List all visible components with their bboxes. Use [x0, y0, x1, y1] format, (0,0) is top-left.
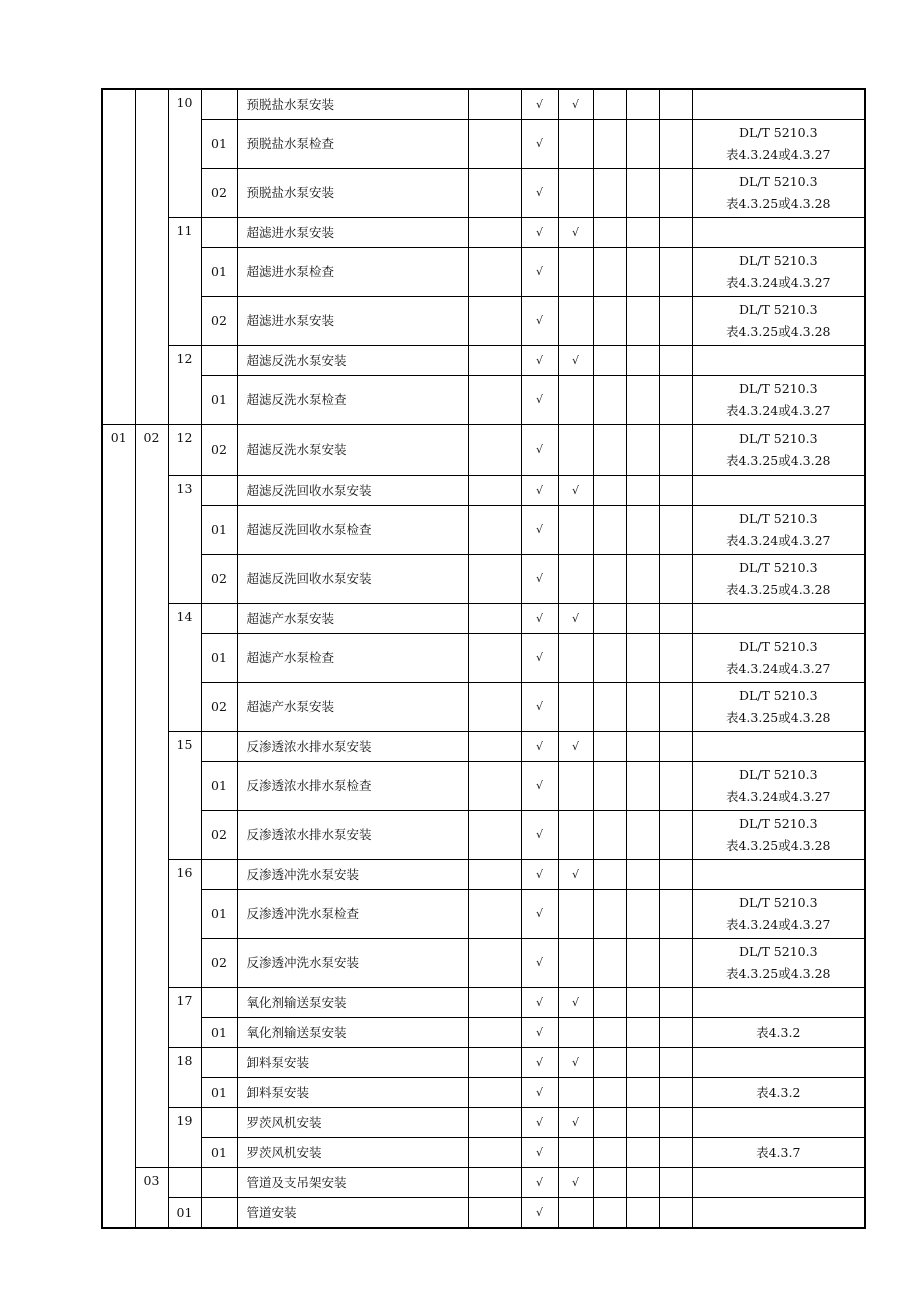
item-name: 反渗透浓水排水泵检查	[237, 762, 468, 811]
check-mark-1: √	[521, 890, 558, 939]
item-name: 罗茨风机安装	[237, 1138, 468, 1168]
check-mark-2	[558, 811, 593, 860]
sub-code: 01	[201, 762, 237, 811]
standard-cell	[692, 1198, 865, 1229]
standard-code: DL/T 5210.3	[738, 253, 818, 268]
table-row	[102, 1108, 865, 1138]
check-mark-2: √	[558, 860, 593, 890]
sub-code: 02	[201, 683, 237, 732]
table-row	[102, 988, 865, 1018]
item-code: 10	[168, 89, 201, 218]
check-mark-1: √	[521, 1078, 558, 1108]
table-row	[102, 683, 865, 732]
sub-code	[201, 732, 237, 762]
item-name: 超滤进水泵检查	[237, 248, 468, 297]
check-mark-1: √	[521, 1108, 558, 1138]
standard-code: DL/T 5210.3	[738, 302, 818, 317]
check-mark-1: √	[521, 169, 558, 218]
check-mark-2	[558, 376, 593, 425]
sub-code: 01	[201, 1018, 237, 1048]
standard-code: DL/T 5210.3	[738, 639, 818, 654]
sub-code	[201, 1168, 237, 1198]
item-name: 卸料泵安装	[237, 1078, 468, 1108]
standard-cell	[692, 604, 865, 634]
table-row	[102, 1168, 865, 1198]
item-code: 16	[168, 860, 201, 988]
standard-cell	[692, 425, 865, 476]
check-mark-2	[558, 890, 593, 939]
item-name: 超滤反洗水泵检查	[237, 376, 468, 425]
quality-inspection-table	[101, 88, 866, 1229]
table-row	[102, 297, 865, 346]
standard-table: 表4.3.24或4.3.27	[725, 275, 831, 290]
item-name: 卸料泵安装	[237, 1048, 468, 1078]
table-row	[102, 476, 865, 506]
check-mark-1: √	[521, 248, 558, 297]
check-mark-2	[558, 634, 593, 683]
standard-cell	[692, 120, 865, 169]
check-mark-2: √	[558, 732, 593, 762]
item-code: 14	[168, 604, 201, 732]
sub-code: 01	[201, 248, 237, 297]
check-mark-2	[558, 939, 593, 988]
standard-code: DL/T 5210.3	[738, 431, 818, 446]
check-mark-2	[558, 506, 593, 555]
check-mark-2: √	[558, 476, 593, 506]
standard-cell	[692, 683, 865, 732]
check-mark-1: √	[521, 1018, 558, 1048]
standard-cell	[692, 169, 865, 218]
item-name: 超滤产水泵检查	[237, 634, 468, 683]
item-name: 超滤进水泵安装	[237, 297, 468, 346]
standard-table: 表4.3.25或4.3.28	[725, 196, 831, 211]
check-mark-1: √	[521, 1048, 558, 1078]
check-mark-1: √	[521, 683, 558, 732]
sub-code: 01	[201, 634, 237, 683]
check-mark-2: √	[558, 89, 593, 120]
standard-code: DL/T 5210.3	[738, 944, 818, 959]
table-row	[102, 425, 865, 476]
standard-table: 表4.3.25或4.3.28	[725, 324, 831, 339]
sub-code	[201, 1198, 237, 1229]
check-mark-1: √	[521, 218, 558, 248]
sub-code	[201, 988, 237, 1018]
table-row	[102, 248, 865, 297]
sub-code: 01	[201, 506, 237, 555]
check-mark-2: √	[558, 988, 593, 1018]
standard-cell	[692, 376, 865, 425]
standard-table: 表4.3.25或4.3.28	[725, 582, 831, 597]
item-code: 12	[168, 425, 201, 476]
item-code: 11	[168, 218, 201, 346]
item-name: 超滤产水泵安装	[237, 604, 468, 634]
item-name: 超滤反洗水泵安装	[237, 425, 468, 476]
check-mark-2	[558, 120, 593, 169]
standard-cell	[692, 939, 865, 988]
check-mark-2: √	[558, 604, 593, 634]
item-code: 12	[168, 346, 201, 425]
sub-code	[201, 476, 237, 506]
standard-code: DL/T 5210.3	[738, 125, 818, 140]
table-row	[102, 1198, 865, 1229]
item-name: 超滤进水泵安装	[237, 218, 468, 248]
standard-table: 表4.3.24或4.3.27	[725, 661, 831, 676]
item-code: 01	[168, 1198, 201, 1229]
check-mark-2	[558, 1198, 593, 1229]
table-row	[102, 939, 865, 988]
sub-code: 02	[201, 811, 237, 860]
table-row	[102, 169, 865, 218]
standard-code: DL/T 5210.3	[738, 688, 818, 703]
standard-cell	[692, 555, 865, 604]
check-mark-2	[558, 425, 593, 476]
check-mark-1: √	[521, 762, 558, 811]
check-mark-1: √	[521, 939, 558, 988]
item-code: 18	[168, 1048, 201, 1108]
item-code: 17	[168, 988, 201, 1048]
table-row	[102, 555, 865, 604]
item-name: 预脱盐水泵检查	[237, 120, 468, 169]
sub-code: 02	[201, 297, 237, 346]
table-row	[102, 1018, 865, 1048]
sub-code: 01	[201, 890, 237, 939]
check-mark-1: √	[521, 555, 558, 604]
check-mark-1: √	[521, 811, 558, 860]
check-mark-1: √	[521, 297, 558, 346]
check-mark-1: √	[521, 1198, 558, 1229]
subunit-cell-upper	[135, 89, 168, 425]
standard-table: 表4.3.24或4.3.27	[725, 789, 831, 804]
table-row	[102, 1138, 865, 1168]
check-mark-2: √	[558, 1168, 593, 1198]
table-row	[102, 811, 865, 860]
item-name: 超滤反洗回收水泵检查	[237, 506, 468, 555]
standard-cell	[692, 1168, 865, 1198]
standard-table: 表4.3.24或4.3.27	[725, 533, 831, 548]
standard-cell	[692, 346, 865, 376]
item-code	[168, 1168, 201, 1198]
item-name: 反渗透冲洗水泵安装	[237, 939, 468, 988]
table-row	[102, 1078, 865, 1108]
table-row	[102, 89, 865, 120]
check-mark-1: √	[521, 346, 558, 376]
standard-cell	[692, 1048, 865, 1078]
table-row	[102, 860, 865, 890]
item-code: 13	[168, 476, 201, 604]
check-mark-2	[558, 1078, 593, 1108]
standard-cell	[692, 732, 865, 762]
sub-code	[201, 1048, 237, 1078]
item-name: 预脱盐水泵安装	[237, 169, 468, 218]
check-mark-2	[558, 169, 593, 218]
standard-code: DL/T 5210.3	[738, 816, 818, 831]
inspection-table-sheet	[101, 88, 864, 1229]
standard-cell: 表4.3.7	[692, 1138, 865, 1168]
sub-code: 02	[201, 939, 237, 988]
check-mark-2	[558, 248, 593, 297]
standard-cell	[692, 988, 865, 1018]
item-name: 反渗透浓水排水泵安装	[237, 811, 468, 860]
sub-code	[201, 604, 237, 634]
blank-cell	[468, 89, 521, 120]
check-mark-1: √	[521, 425, 558, 476]
sub-code: 01	[201, 120, 237, 169]
check-mark-2	[558, 683, 593, 732]
check-mark-1: √	[521, 120, 558, 169]
unit-cell-upper	[102, 89, 135, 425]
sub-code: 01	[201, 1078, 237, 1108]
check-mark-2	[558, 297, 593, 346]
check-mark-2	[558, 1018, 593, 1048]
standard-code: DL/T 5210.3	[738, 767, 818, 782]
sub-code	[201, 346, 237, 376]
sub-code: 01	[201, 376, 237, 425]
sub-code	[201, 1108, 237, 1138]
table-row	[102, 634, 865, 683]
standard-cell	[692, 89, 865, 120]
standard-table: 表4.3.24或4.3.27	[725, 147, 831, 162]
item-name: 罗茨风机安装	[237, 1108, 468, 1138]
standard-code: DL/T 5210.3	[738, 511, 818, 526]
item-name: 反渗透冲洗水泵安装	[237, 860, 468, 890]
check-mark-1: √	[521, 506, 558, 555]
standard-cell	[692, 762, 865, 811]
unit-code: 01	[102, 425, 135, 1229]
check-mark-1: √	[521, 634, 558, 683]
standard-table: 表4.3.24或4.3.27	[725, 403, 831, 418]
table-row	[102, 376, 865, 425]
standard-cell	[692, 218, 865, 248]
item-name: 管道安装	[237, 1198, 468, 1229]
item-name: 反渗透浓水排水泵安装	[237, 732, 468, 762]
table-row	[102, 120, 865, 169]
standard-code: DL/T 5210.3	[738, 895, 818, 910]
check-mark-2	[558, 555, 593, 604]
item-name: 超滤反洗回收水泵安装	[237, 555, 468, 604]
standard-cell	[692, 506, 865, 555]
standard-code: DL/T 5210.3	[738, 560, 818, 575]
standard-cell	[692, 1108, 865, 1138]
check-mark-1: √	[521, 860, 558, 890]
standard-code: DL/T 5210.3	[738, 381, 818, 396]
item-name: 超滤反洗水泵安装	[237, 346, 468, 376]
standard-cell: 表4.3.2	[692, 1078, 865, 1108]
item-name: 氧化剂输送泵安装	[237, 988, 468, 1018]
sub-code: 02	[201, 425, 237, 476]
standard-table: 表4.3.25或4.3.28	[725, 453, 831, 468]
sub-code	[201, 860, 237, 890]
item-code: 19	[168, 1108, 201, 1168]
sub-code: 02	[201, 169, 237, 218]
item-name: 管道及支吊架安装	[237, 1168, 468, 1198]
table-row	[102, 604, 865, 634]
table-row	[102, 762, 865, 811]
standard-cell	[692, 476, 865, 506]
sub-code	[201, 218, 237, 248]
check-mark-1: √	[521, 604, 558, 634]
table-row	[102, 346, 865, 376]
check-mark-2	[558, 1138, 593, 1168]
standard-cell	[692, 297, 865, 346]
table-row	[102, 506, 865, 555]
check-mark-1: √	[521, 476, 558, 506]
check-mark-1: √	[521, 1138, 558, 1168]
subunit-code: 02	[135, 425, 168, 1168]
check-mark-2: √	[558, 218, 593, 248]
check-mark-1: √	[521, 988, 558, 1018]
standard-code: DL/T 5210.3	[738, 174, 818, 189]
table-row	[102, 218, 865, 248]
check-mark-2	[558, 762, 593, 811]
item-code: 15	[168, 732, 201, 860]
standard-cell	[692, 634, 865, 683]
item-name: 超滤反洗回收水泵安装	[237, 476, 468, 506]
item-name: 氧化剂输送泵安装	[237, 1018, 468, 1048]
standard-table: 表4.3.25或4.3.28	[725, 966, 831, 981]
standard-cell: 表4.3.2	[692, 1018, 865, 1048]
standard-cell	[692, 248, 865, 297]
check-mark-2: √	[558, 1108, 593, 1138]
check-mark-1: √	[521, 1168, 558, 1198]
item-name: 超滤产水泵安装	[237, 683, 468, 732]
check-mark-2: √	[558, 346, 593, 376]
standard-table: 表4.3.25或4.3.28	[725, 710, 831, 725]
sub-code: 02	[201, 555, 237, 604]
table-row	[102, 1048, 865, 1078]
subunit-code: 03	[135, 1168, 168, 1229]
sub-code	[201, 89, 237, 120]
standard-table: 表4.3.25或4.3.28	[725, 838, 831, 853]
sub-code: 01	[201, 1138, 237, 1168]
check-mark-1: √	[521, 376, 558, 425]
table-row	[102, 890, 865, 939]
item-name: 反渗透冲洗水泵检查	[237, 890, 468, 939]
standard-cell	[692, 811, 865, 860]
standard-cell	[692, 860, 865, 890]
check-mark-2: √	[558, 1048, 593, 1078]
standard-table: 表4.3.24或4.3.27	[725, 917, 831, 932]
item-name: 预脱盐水泵安装	[237, 89, 468, 120]
check-mark-1: √	[521, 732, 558, 762]
standard-cell	[692, 890, 865, 939]
table-row	[102, 732, 865, 762]
check-mark-1: √	[521, 89, 558, 120]
